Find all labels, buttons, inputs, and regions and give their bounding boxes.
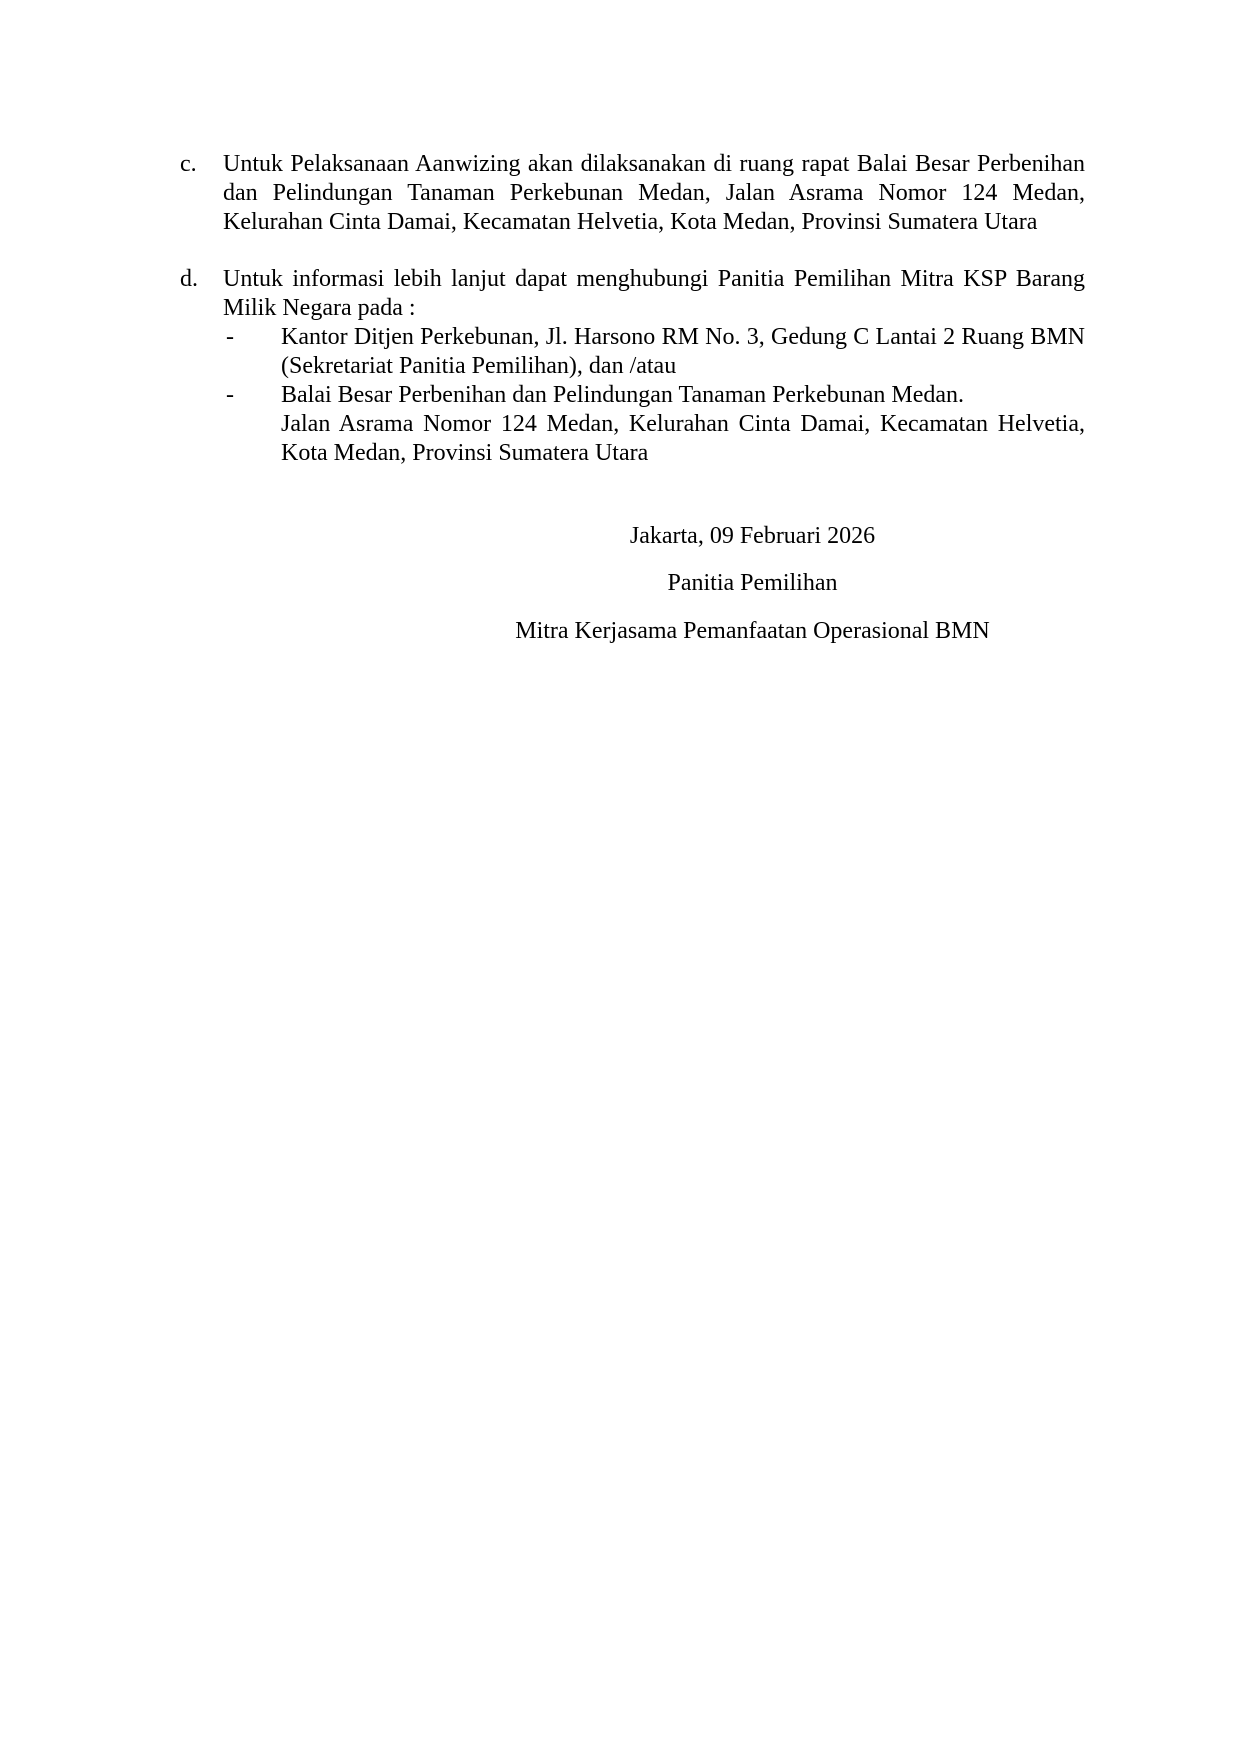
sub-item-ditjen-office xyxy=(223,323,1085,381)
balai-besar-name: Balai Besar Perbenihan dan Pelindungan Tanaman Perkebunan Medan. xyxy=(281,382,965,408)
signature-committee: Panitia Pemilihan xyxy=(667,570,838,596)
ditjen-office-address: Kantor Ditjen Perkebunan, Jl. Harsono RM No. 3, Gedung C Lantai 2 Ruang BMN (Sekretariat Panitia Pemilihan), dan /atau xyxy=(281,324,1085,379)
sub-item-dash: - xyxy=(226,324,234,350)
sub-item-dash: - xyxy=(226,382,234,408)
list-item-c xyxy=(180,150,1085,237)
contact-sub-list xyxy=(223,323,1085,468)
list-item-d xyxy=(180,265,1085,468)
list-marker-c: c. xyxy=(180,151,197,177)
balai-besar-street: Jalan Asrama Nomor 124 Medan, Kelurahan Cinta Damai, Kecamatan Helvetia, Kota Medan, Provinsi Sumatera Utara xyxy=(281,411,1085,466)
signature-place-date: Jakarta, 09 Februari 2026 xyxy=(629,523,876,549)
sub-item-balai-besar xyxy=(223,381,1085,468)
list-marker-d: d. xyxy=(180,266,198,292)
contact-info-text: Untuk informasi lebih lanjut dapat menghubungi Panitia Pemilihan Mitra KSP Barang Milik Negara pada : xyxy=(223,266,1085,321)
signature-partner: Mitra Kerjasama Pemanfaatan Operasional BMN xyxy=(515,618,990,644)
aanwizing-location-text: Untuk Pelaksanaan Aanwizing akan dilaksanakan di ruang rapat Balai Besar Perbenihan dan Pelindungan Tanaman Perkebunan Medan, Jalan Asrama Nomor 124 Medan, Kelurahan Cinta Damai, Kecamatan Helvetia, Kota Medan, Provinsi Sumatera Utara xyxy=(223,151,1085,235)
balai-besar-address xyxy=(281,381,1085,468)
